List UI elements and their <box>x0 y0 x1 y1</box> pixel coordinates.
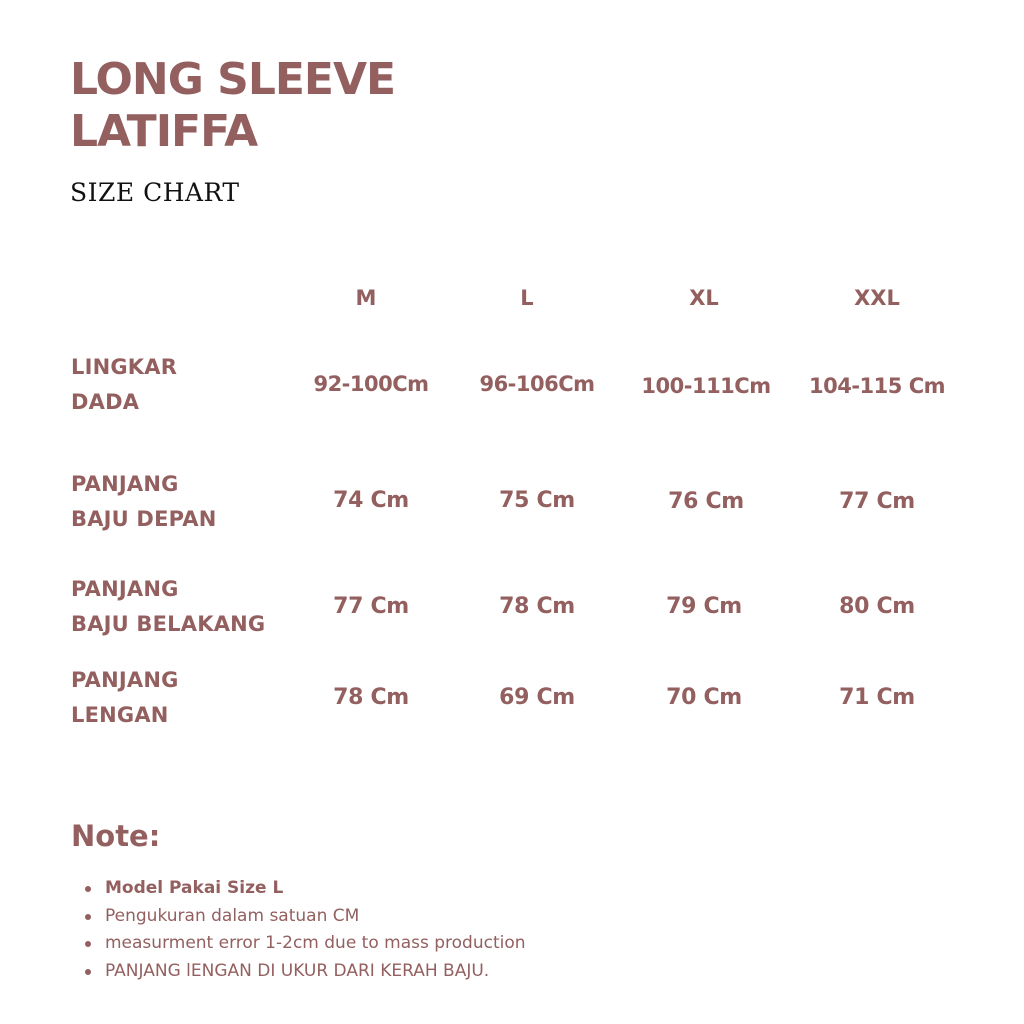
table-cell: 77 Cm <box>333 594 409 619</box>
size-chart-subtitle: SIZE CHART <box>70 178 240 207</box>
table-cell: 71 Cm <box>839 685 915 710</box>
row-label-line1: PANJANG <box>71 577 179 601</box>
column-header-l: L <box>520 286 534 310</box>
table-cell: 69 Cm <box>499 685 575 710</box>
column-header-xl: XL <box>689 286 719 310</box>
product-title-line1: LONG SLEEVE <box>70 54 396 105</box>
table-cell: 92-100Cm <box>313 372 429 396</box>
note-list <box>105 875 526 985</box>
row-label-line2: DADA <box>71 390 140 414</box>
table-cell: 96-106Cm <box>479 372 595 396</box>
note-item: measurment error 1-2cm due to mass production <box>105 930 526 958</box>
row-label-panjang-baju-depan <box>71 467 217 537</box>
row-label-line1: PANJANG <box>71 472 179 496</box>
row-label-panjang-baju-belakang <box>71 572 265 642</box>
table-cell: 70 Cm <box>666 685 742 710</box>
product-title-line2: LATIFFA <box>70 106 258 157</box>
table-cell: 75 Cm <box>499 488 575 513</box>
note-item: PANJANG lENGAN DI UKUR DARI KERAH BAJU. <box>105 958 526 986</box>
row-label-panjang-lengan <box>71 663 179 733</box>
note-item: Model Pakai Size L <box>105 875 526 903</box>
note-heading: Note: <box>71 819 161 853</box>
column-header-m: M <box>355 286 377 310</box>
table-cell: 79 Cm <box>666 594 742 619</box>
row-label-line1: LINGKAR <box>71 355 178 379</box>
note-item: Pengukuran dalam satuan CM <box>105 903 526 931</box>
row-label-lingkar-dada <box>71 350 177 420</box>
table-cell: 80 Cm <box>839 594 915 619</box>
table-cell: 77 Cm <box>839 489 915 514</box>
table-cell: 104-115 Cm <box>809 374 945 398</box>
column-header-xxl: XXL <box>854 286 900 310</box>
row-label-line2: BAJU BELAKANG <box>71 612 266 636</box>
row-label-line2: BAJU DEPAN <box>71 507 217 531</box>
table-cell: 78 Cm <box>333 685 409 710</box>
table-cell: 74 Cm <box>333 488 409 513</box>
row-label-line1: PANJANG <box>71 668 179 692</box>
table-cell: 100-111Cm <box>641 374 771 398</box>
table-cell: 78 Cm <box>499 594 575 619</box>
row-label-line2: LENGAN <box>71 703 169 727</box>
table-cell: 76 Cm <box>668 489 744 514</box>
